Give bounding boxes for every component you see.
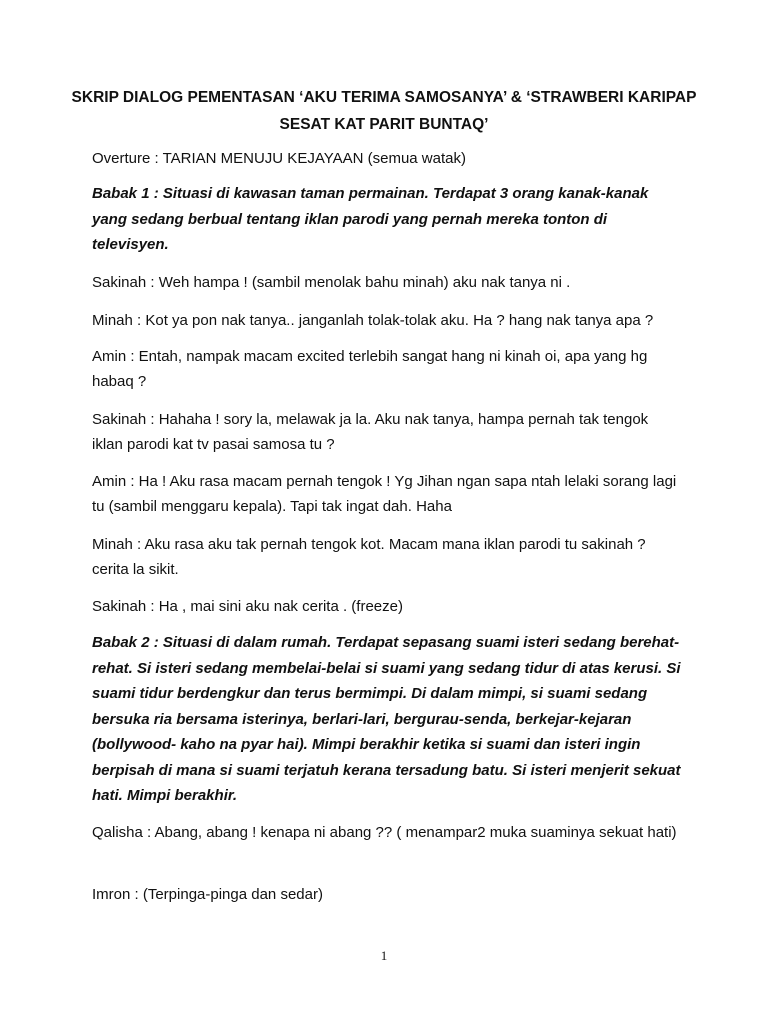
scene-2-heading: Babak 2 : Situasi di dalam rumah. Terdapat sepasang suami isteri sedang berehat-rehat. Si isteri sedang membelai-belai si suami yang sedang tidur di atas kerusi. Si suami tidur berdengkur dan terus bermimpi. Di dalam mimpi, si suami sedang bersuka ria bersama isterinya, berlari-lari, bergurau-senda, berkejar-kejaran (bollywood- kaho na pyar hai). Mimpi berakhir ketika si suami dan isteri ingin berpisah di mana si suami terjatuh kerana tersadung batu. Si isteri menjerit sekuat hati. Mimpi berakhir. <box>92 634 681 804</box>
overture-line: Overture : TARIAN MENUJU KEJAYAAN (semua watak) <box>92 150 466 167</box>
dialogue-line: Imron : (Terpinga-pinga dan sedar) <box>92 886 323 903</box>
page-number: 1 <box>380 948 388 963</box>
dialogue-line: Minah : Aku rasa aku tak pernah tengok kot. Macam mana iklan parodi tu sakinah ? cerita la sikit. <box>92 536 646 578</box>
dialogue-line: Amin : Ha ! Aku rasa macam pernah tengok ! Yg Jihan ngan sapa ntah lelaki sorang lagi tu (sambil menggaru kepala). Tapi tak ingat dah. Haha <box>92 473 677 515</box>
scene-1-heading: Babak 1 : Situasi di kawasan taman permainan. Terdapat 3 orang kanak-kanak yang sedang berbual tentang iklan parodi yang pernah mereka tonton di televisyen. <box>92 185 649 253</box>
dialogue-line: Qalisha : Abang, abang ! kenapa ni abang ?? ( menampar2 muka suaminya sekuat hati) <box>92 824 677 841</box>
document-title: SKRIP DIALOG PEMENTASAN ‘AKU TERIMA SAMOSANYA’ & ‘STRAWBERI KARIPAP SESAT KAT PARIT BUNTAQ’ <box>71 89 697 133</box>
dialogue-line: Sakinah : Hahaha ! sory la, melawak ja la. Aku nak tanya, hampa pernah tak tengok iklan parodi kat tv pasai samosa tu ? <box>92 411 649 453</box>
dialogue-line: Sakinah : Ha , mai sini aku nak cerita . (freeze) <box>92 598 403 615</box>
dialogue-line: Amin : Entah, nampak macam excited terlebih sangat hang ni kinah oi, apa yang hg habaq ? <box>92 348 648 390</box>
dialogue-line: Minah : Kot ya pon nak tanya.. janganlah tolak-tolak aku. Ha ? hang nak tanya apa ? <box>92 312 654 329</box>
dialogue-line: Sakinah : Weh hampa ! (sambil menolak bahu minah) aku nak tanya ni . <box>92 274 571 291</box>
